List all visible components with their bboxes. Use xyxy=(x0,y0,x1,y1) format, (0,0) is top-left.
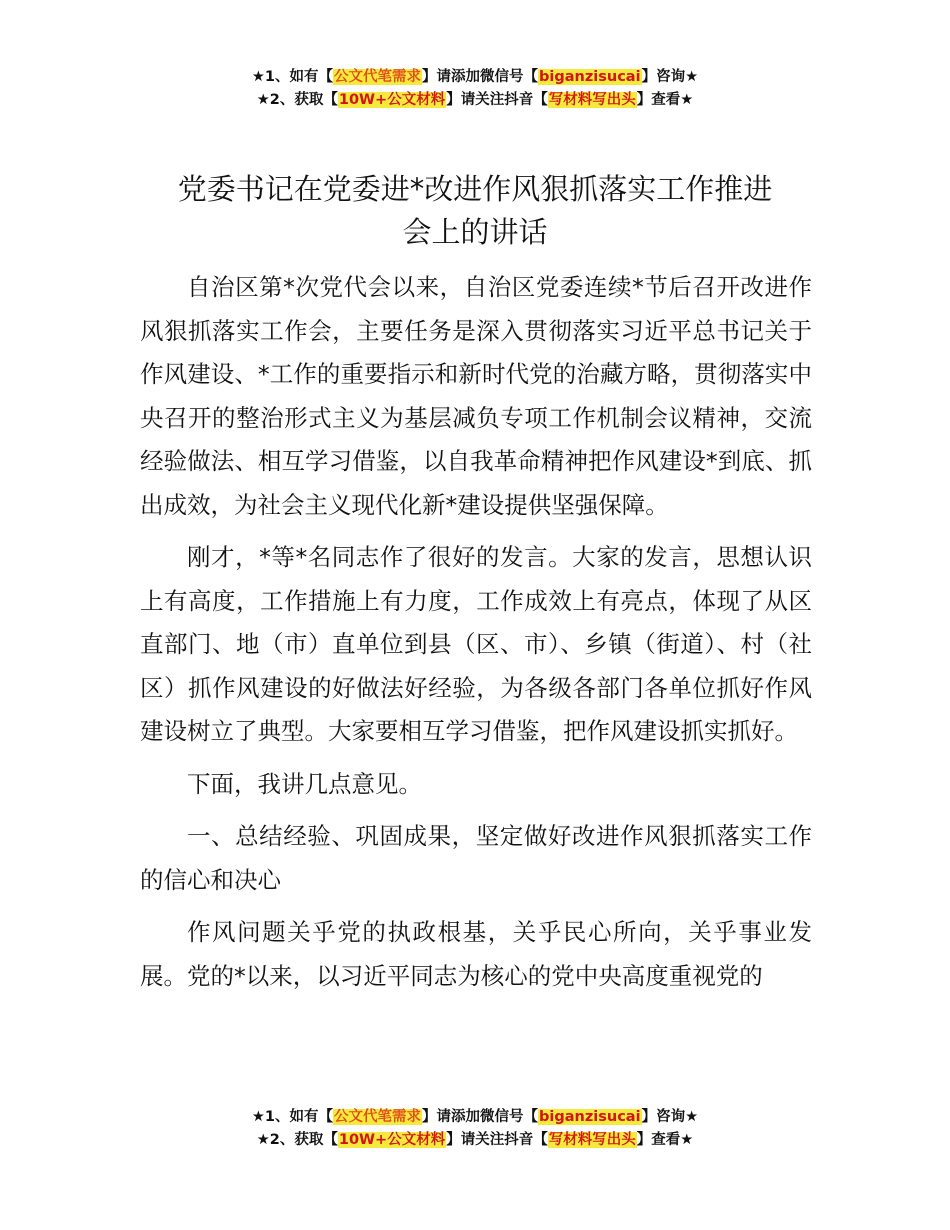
promo-highlight: biganzisucai xyxy=(539,69,641,85)
paragraph: 自治区第*次党代会以来，自治区党委连续*节后召开改进作风狠抓落实工作会，主要任务是深入贯彻落实习近平总书记关于作风建设、*工作的重要指示和新时代党的治藏方略，贯彻落实中央召开的整治形式主义为基层减负专项工作机制会议精神，交流经验做法、相互学习借鉴，以自我革命精神把作风建设*到底、抓出成效，为社会主义现代化新*建设提供坚强保障。 xyxy=(140,273,812,519)
promo-text: ★1、如有【 xyxy=(251,1109,334,1125)
promo-line-1 xyxy=(0,1106,950,1129)
promo-highlight: 写材料写出头 xyxy=(548,92,636,108)
promo-highlight: 公文代笔需求 xyxy=(334,1109,422,1125)
promo-text: 】请关注抖音【 xyxy=(446,92,548,108)
paragraph: 作风问题关乎党的执政根基，关乎民心所向，关乎事业发展。党的*以来，以习近平同志为核心的党中央高度重视党的 xyxy=(140,918,812,990)
promo-banner-top xyxy=(0,66,950,112)
promo-text: 】请添加微信号【 xyxy=(422,1109,539,1125)
promo-line-1 xyxy=(0,66,950,89)
paragraph: 下面，我讲几点意见。 xyxy=(187,769,422,798)
promo-highlight: 10W+公文材料 xyxy=(338,1132,446,1148)
promo-text: 】请添加微信号【 xyxy=(422,69,539,85)
promo-text: 】查看★ xyxy=(636,1132,694,1148)
promo-highlight: 10W+公文材料 xyxy=(338,92,446,108)
title-line-1: 党委书记在党委进*改进作风狠抓落实工作推进 xyxy=(177,172,773,206)
paragraph: 刚才，*等*名同志作了很好的发言。大家的发言，思想认识上有高度，工作措施上有力度，工作成效上有亮点，体现了从区直部门、地（市）直单位到县（区、市）、乡镇（街道）、村（社区）抓作风建设的好做法好经验，为各级各部门各单位抓好作风建设树立了典型。大家要相互学习借鉴，把作风建设抓实抓好。 xyxy=(140,543,812,745)
promo-text: ★2、获取【 xyxy=(256,1132,338,1148)
promo-text: 】咨询★ xyxy=(641,1109,699,1125)
promo-highlight: 公文代笔需求 xyxy=(334,69,422,85)
promo-line-2 xyxy=(0,89,950,112)
promo-highlight: biganzisucai xyxy=(539,1109,641,1125)
promo-banner-bottom xyxy=(0,1106,950,1152)
promo-text: 】请关注抖音【 xyxy=(446,1132,548,1148)
promo-highlight: 写材料写出头 xyxy=(548,1132,636,1148)
section-heading: 一、总结经验、巩固成果，坚定做好改进作风狠抓落实工作的信心和决心 xyxy=(140,822,812,894)
document-title xyxy=(100,168,850,254)
promo-text: 】咨询★ xyxy=(641,69,699,85)
promo-text: 】查看★ xyxy=(636,92,694,108)
promo-text: ★2、获取【 xyxy=(256,92,338,108)
document-body xyxy=(140,266,812,1007)
promo-line-2 xyxy=(0,1129,950,1152)
title-line-2: 会上的讲话 xyxy=(402,215,548,249)
promo-text: ★1、如有【 xyxy=(251,69,334,85)
